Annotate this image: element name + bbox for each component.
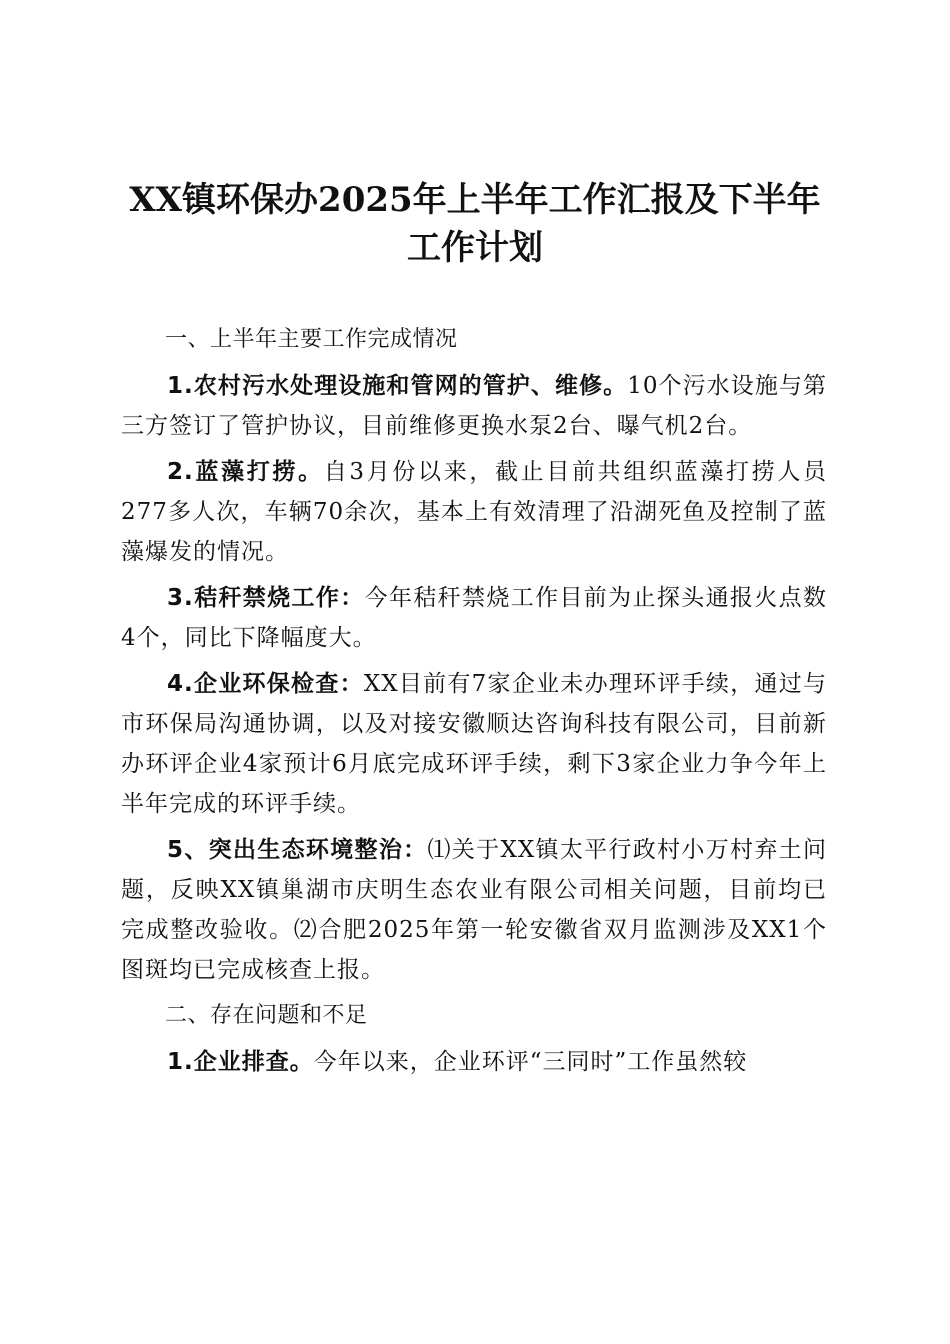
- item-lead: 4.企业环保检查：: [167, 671, 364, 697]
- item-text: 自3月份以来，截止目前共组织蓝藻打捞人员277多人次，车辆70余次，基本上有效清理了沿湖死鱼及控制了蓝藻爆发的情况。: [121, 459, 827, 565]
- document-body: [121, 320, 827, 1088]
- section-heading-1: 一、上半年主要工作完成情况: [165, 327, 458, 352]
- paragraph-item-4: [121, 664, 827, 824]
- paragraph-item-3: [121, 578, 827, 658]
- item-lead: 1.农村污水处理设施和管网的管护、维修。: [167, 373, 628, 399]
- item-lead: 5、突出生态环境整治：: [167, 837, 428, 863]
- paragraph-item-5: [121, 830, 827, 990]
- paragraph-item-2: [121, 452, 827, 572]
- item-text: 今年秸秆禁烧工作目前为止探头通报火点数4个，同比下降幅度大。: [121, 585, 827, 651]
- item-lead: 2.蓝藻打捞。: [167, 459, 324, 485]
- title-line-2: 工作计划: [407, 228, 543, 268]
- item-text: XX目前有7家企业未办理环评手续，通过与市环保局沟通协调，以及对接安徽顺达咨询科技有限公司，目前新办环评企业4家预计6月底完成环评手续，剩下3家企业力争今年上半年完成的环评手续。: [121, 671, 827, 817]
- item-text: ⑴关于XX镇太平行政村小万村弃土问题，反映XX镇巢湖市庆明生态农业有限公司相关问题，目前均已完成整改验收。⑵合肥2025年第一轮安徽省双月监测涉及XX1个图斑均已完成核查上报。: [121, 837, 827, 983]
- section-heading-2: 二、存在问题和不足: [165, 1003, 368, 1028]
- paragraph-section2-item-1: [121, 1042, 827, 1082]
- item-lead: 1.企业排查。: [167, 1049, 314, 1075]
- item-lead: 3.秸秆禁烧工作：: [167, 585, 365, 611]
- document-title: [100, 176, 850, 272]
- item-text: 今年以来，企业环评“三同时”工作虽然较: [313, 1049, 748, 1075]
- paragraph-item-1: [121, 366, 827, 446]
- title-line-1: XX镇环保办2025年上半年工作汇报及下半年: [129, 180, 821, 220]
- item-text: 10个污水设施与第三方签订了管护协议，目前维修更换水泵2台、曝气机2台。: [121, 373, 827, 439]
